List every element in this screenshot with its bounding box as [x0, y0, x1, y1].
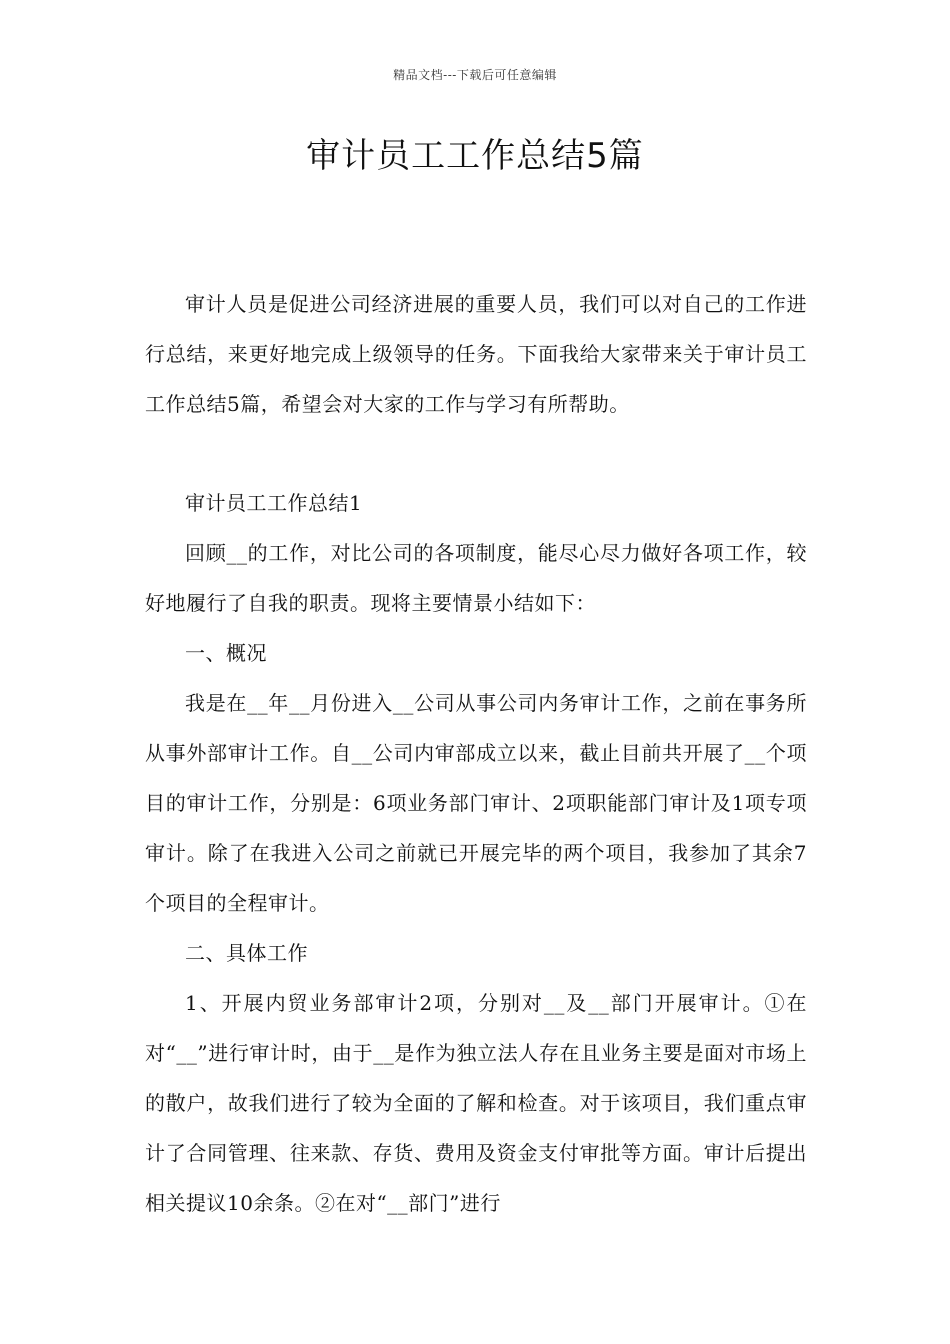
paragraph-spacer [145, 429, 807, 478]
document-title: 审计员工工作总结5篇 [306, 136, 644, 176]
header-note: 精品文档---下载后可任意编辑 [393, 68, 557, 82]
section-heading: 审计员工工作总结1 [185, 491, 363, 515]
body-paragraph: 我是在__年__月份进入__公司从事公司内务审计工作，之前在事务所从事外部审计工作。自__公司内审部成立以来，截止目前共开展了__个项目的审计工作，分别是：6项业务部门审计、2项职能部门审计及1项专项审计。除了在我进入公司之前就已开展完毕的两个项目，我参加了其余7个项目的全程审计。 [145, 691, 807, 915]
body-paragraph: 回顾__的工作，对比公司的各项制度，能尽心尽力做好各项工作，较好地履行了自我的职责。现将主要情景小结如下： [145, 541, 807, 615]
intro-paragraph: 审计人员是促进公司经济进展的重要人员，我们可以对自己的工作进行总结，来更好地完成上级领导的任务。下面我给大家带来关于审计员工工作总结5篇，希望会对大家的工作与学习有所帮助。 [145, 292, 807, 416]
body-paragraph: 1、开展内贸业务部审计2项，分别对__及__部门开展审计。①在对“__”进行审计时，由于__是作为独立法人存在且业务主要是面对市场上的散户，故我们进行了较为全面的了解和检查。对于该项目，我们重点审计了合同管理、往来款、存货、费用及资金支付审批等方面。审计后提出相关提议10余条。②在对“__部门”进行 [145, 991, 807, 1215]
subheading-overview: 一、概况 [185, 641, 267, 665]
subheading-specific-work: 二、具体工作 [185, 941, 308, 965]
document-body [145, 279, 807, 1228]
